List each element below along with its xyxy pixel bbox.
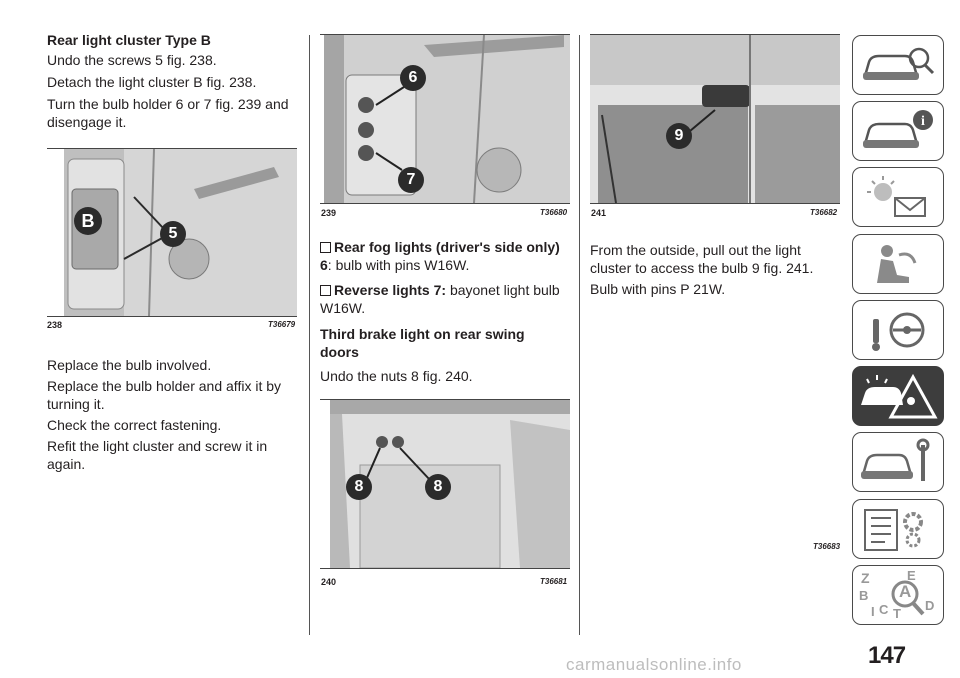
figure-239-image [324, 35, 570, 203]
instruction-paragraph: Replace the bulb holder and affix it by turning it. [47, 378, 282, 412]
figure-241-code: T36682 [810, 208, 838, 217]
side-tab-car-wrench[interactable] [852, 432, 944, 492]
page-number: 147 [868, 642, 906, 669]
index-letter: A [899, 582, 912, 601]
index-letter: I [871, 604, 875, 619]
bullet-item-rear-fog: Rear fog lights (driver's side only) 6: bulb with pins W16W. [320, 239, 560, 273]
index-letter: B [859, 588, 869, 603]
figure-238-number: 238 [47, 320, 63, 330]
figure-240-number: 240 [321, 577, 337, 587]
figure-240-bottom-rule [320, 568, 570, 569]
car-info-icon [853, 102, 943, 160]
figure-240-image [330, 400, 570, 568]
figure-239-bottom-rule [320, 203, 570, 204]
section-heading-rear-light-type-b: Rear light cluster Type B [47, 32, 211, 48]
seat-airbag-icon [853, 235, 943, 293]
figure-241-image [590, 35, 840, 203]
instruction-paragraph: Check the correct fastening. [47, 417, 222, 433]
figure-238-code: T36679 [268, 320, 296, 329]
figure-241-bottom-rule [590, 203, 840, 204]
figure-241-callout-9: 9 [666, 123, 692, 149]
side-tab-index[interactable] [852, 565, 944, 625]
index-letter: Z [861, 570, 870, 586]
instruction-paragraph: From the outside, pull out the light cluster to access the bulb 9 fig. 241. [590, 242, 814, 276]
instruction-paragraph: Turn the bulb holder 6 or 7 fig. 239 and disengage it. [47, 96, 289, 130]
side-tab-car-search[interactable] [852, 35, 944, 95]
side-tab-specs-gear[interactable] [813, 499, 944, 559]
figure-239-callout-6: 6 [400, 65, 426, 91]
instruction-paragraph: Refit the light cluster and screw it in again. [47, 438, 268, 472]
bullet-item-reverse-lights: Reverse lights 7: bayonet light bulb W16W. [320, 282, 560, 316]
figure-239-number: 239 [321, 208, 337, 218]
key-steering-icon [853, 301, 943, 359]
side-tab-car-info[interactable] [852, 101, 944, 161]
instruction-paragraph: Detach the light cluster B fig. 238. [47, 74, 257, 90]
car-search-icon [853, 36, 943, 94]
figure-238-image [64, 149, 297, 316]
car-wrench-icon [853, 433, 943, 491]
watermark: carmanualsonline.info [566, 655, 742, 674]
instruction-paragraph: Undo the screws 5 fig. 238. [47, 52, 217, 68]
figure-240-code: T36681 [540, 577, 568, 586]
tab-figure-code: T36683 [813, 542, 841, 551]
side-tab-key-steering[interactable] [852, 300, 944, 360]
section-heading-third-brake-light: Third brake light on rear swing doors [320, 326, 525, 360]
column-divider-1 [309, 35, 310, 635]
side-tab-emergency[interactable] [852, 366, 944, 426]
figure-239-code: T36680 [540, 208, 568, 217]
side-tab-seat-airbag[interactable] [852, 234, 944, 294]
figure-239-callout-7: 7 [398, 167, 424, 193]
instruction-paragraph: Replace the bulb involved. [47, 357, 212, 373]
instruction-paragraph: Bulb with pins P 21W. [590, 281, 726, 297]
figure-238-callout-5: 5 [160, 221, 186, 247]
checkbox-bullet-icon [320, 242, 331, 253]
checkbox-bullet-icon [320, 285, 331, 296]
index-letter: D [925, 598, 935, 613]
instruction-paragraph: Undo the nuts 8 fig. 240. [320, 368, 473, 384]
side-tab-warning-lights[interactable] [852, 167, 944, 227]
emergency-icon [853, 367, 943, 425]
figure-240-callout-8-left: 8 [346, 474, 372, 500]
figure-240-callout-8-right: 8 [425, 474, 451, 500]
warning-lights-icon [853, 168, 943, 226]
figure-238-bottom-rule [47, 316, 297, 317]
column-divider-2 [579, 35, 580, 635]
index-letter: T [893, 606, 901, 621]
figure-238-callout-b: B [74, 207, 102, 235]
index-letter: E [907, 568, 916, 583]
index-letter: C [879, 602, 889, 617]
figure-241-number: 241 [591, 208, 607, 218]
svg-text:i: i [921, 114, 925, 129]
specs-gear-icon [853, 500, 943, 558]
